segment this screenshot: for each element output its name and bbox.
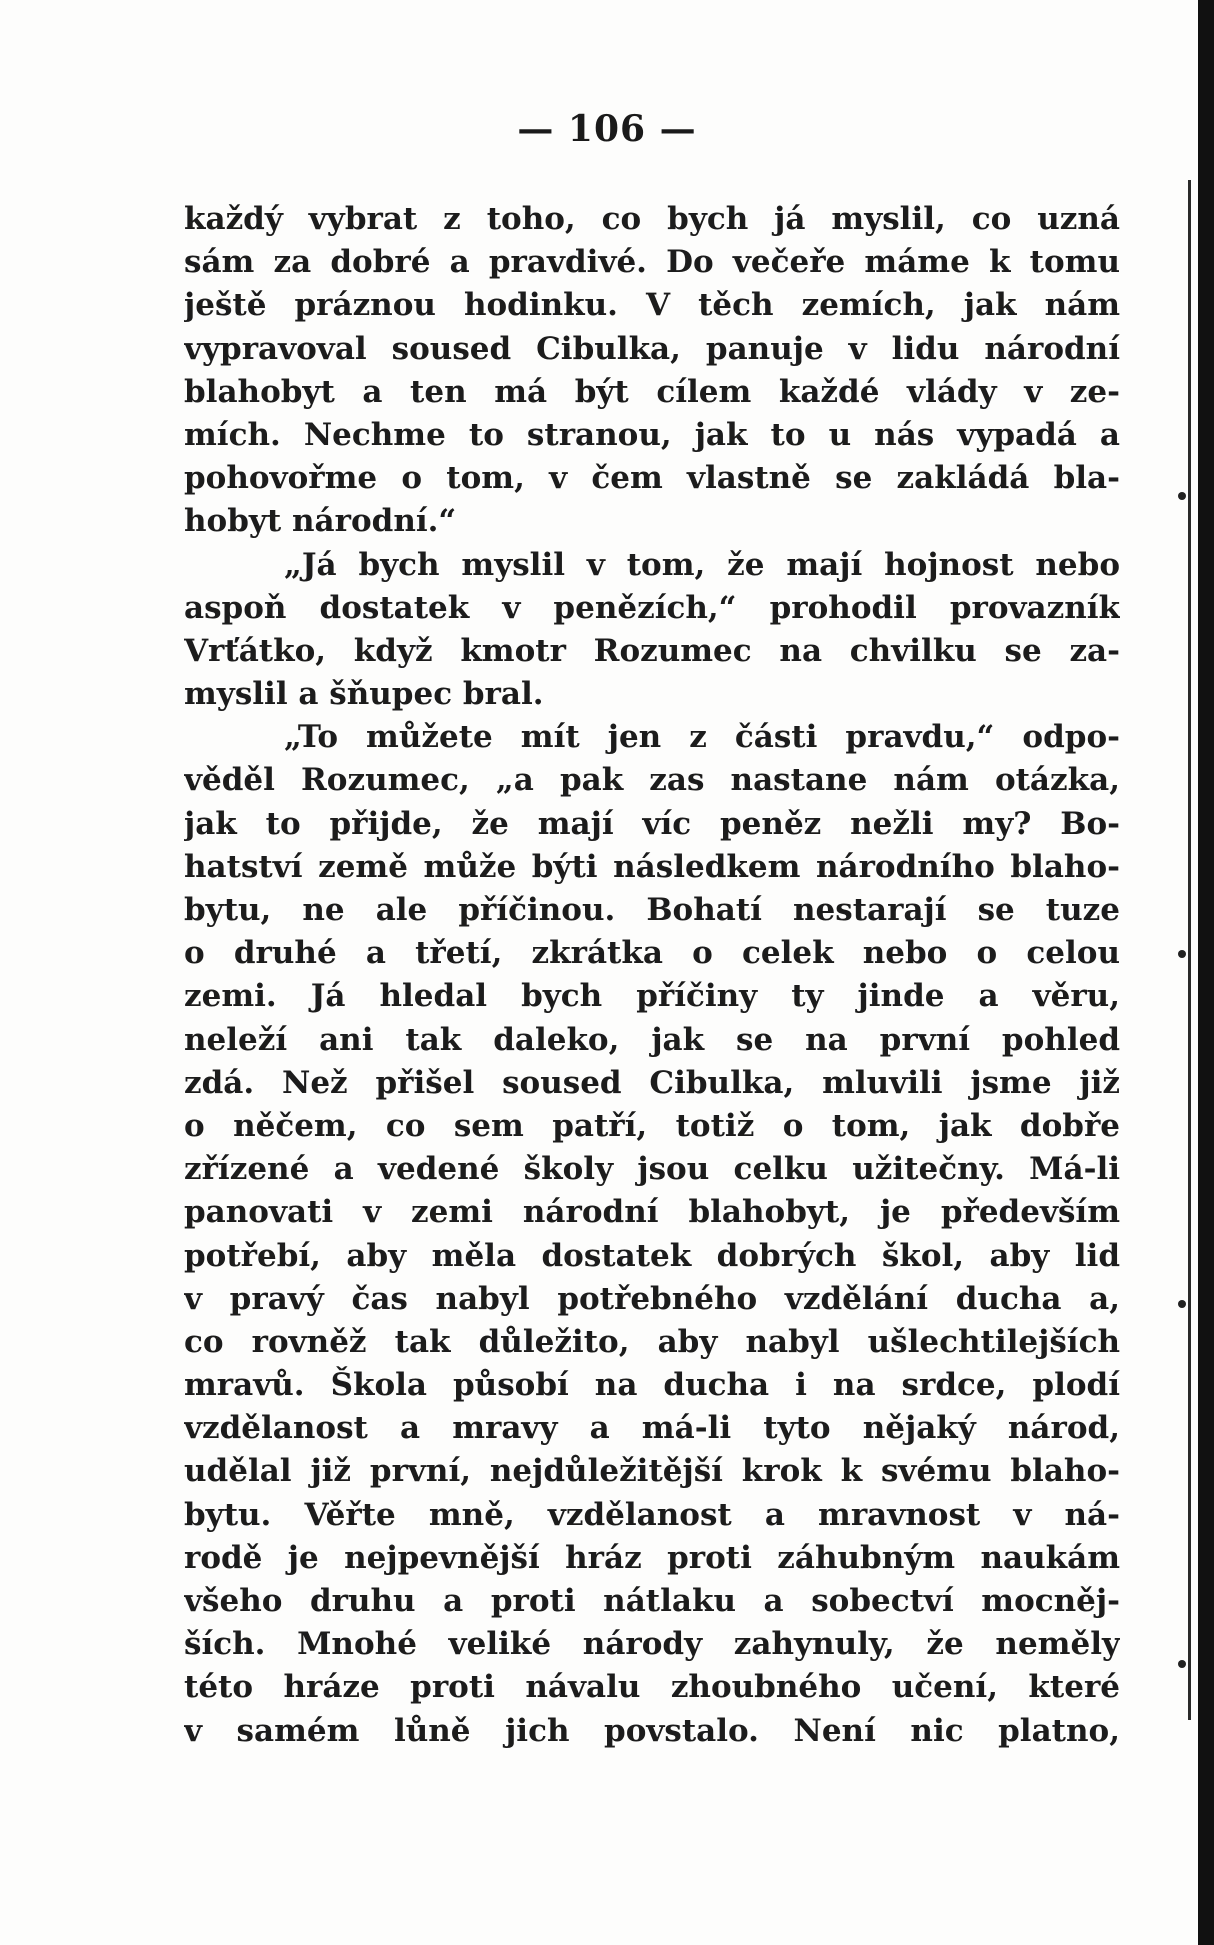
text-line: bytu, ne ale příčinou. Bohatí nestarají se tuze: [184, 892, 1120, 928]
page-number: — 106 —: [517, 108, 697, 150]
text-line: všeho druhu a proti nátlaku a sobectví mocněj-: [184, 1583, 1120, 1619]
text-line: o druhé a třetí, zkrátka o celek nebo o celou: [184, 935, 1120, 972]
margin-dot: [1178, 1660, 1186, 1668]
text-line: panovati v zemi národní blahobyt, je především: [184, 1194, 1120, 1231]
text-line: hobyt národní.“: [184, 503, 457, 540]
text-line: v pravý čas nabyl potřebného vzdělání ducha a,: [184, 1280, 1120, 1317]
text-line: každý vybrat z toho, co bych já myslil, co uzná: [184, 201, 1120, 237]
margin-dot: [1178, 492, 1186, 500]
page-edge-line: [1188, 180, 1191, 1720]
margin-dot: [1178, 950, 1186, 958]
text-line: potřebí, aby měla dostatek dobrých škol, aby lid: [184, 1237, 1120, 1274]
text-line: co rovněž tak důležito, aby nabyl ušlechtilejších: [184, 1323, 1120, 1360]
text-line: „Já bych myslil v tom, že mají hojnost nebo: [284, 546, 1120, 583]
text-line: této hráze proti návalu zhoubného učení, které: [184, 1669, 1120, 1706]
text-line: vypravoval soused Cibulka, panuje v lidu národní: [184, 330, 1120, 367]
text-line: bytu. Věřte mně, vzdělanost a mravnost v ná-: [184, 1496, 1120, 1533]
text-line: mravů. Škola působí na ducha i na srdce, plodí: [184, 1367, 1120, 1404]
text-line: vzdělanost a mravy a má-li tyto nějaký národ,: [184, 1410, 1120, 1447]
text-line: o něčem, co sem patří, totiž o tom, jak dobře: [184, 1107, 1120, 1144]
margin-dot: [1178, 1300, 1186, 1308]
text-line: zdá. Než přišel soused Cibulka, mluvili jsme již: [184, 1064, 1120, 1101]
scan-edge: [1198, 0, 1214, 1945]
text-line: ještě práznou hodinku. V těch zemích, jak nám: [184, 287, 1120, 324]
text-line: zemi. Já hledal bych příčiny ty jinde a věru,: [184, 978, 1120, 1015]
text-line: jak to přijde, že mají víc peněz nežli my? Bo-: [184, 805, 1120, 842]
text-line: rodě je nejpevnější hráz proti záhubným naukám: [184, 1539, 1120, 1576]
body-text: [184, 198, 1120, 1753]
text-line: věděl Rozumec, „a pak zas nastane nám otázka,: [184, 762, 1120, 799]
text-line: ších. Mnohé veliké národy zahynuly, že neměly: [184, 1626, 1120, 1663]
text-line: pohovořme o tom, v čem vlastně se zakládá bla-: [184, 460, 1120, 497]
text-line: udělal již první, nejdůležitější krok k svému blaho-: [184, 1453, 1120, 1490]
text-line: sám za dobré a pravdivé. Do večeře máme k tomu: [184, 244, 1120, 281]
text-line: v samém lůně jich povstalo. Není nic platno,: [184, 1712, 1120, 1749]
text-line: hatství země může býti následkem národního blaho-: [184, 848, 1120, 885]
text-line: blahobyt a ten má být cílem každé vlády v ze-: [184, 373, 1120, 410]
text-line: Vrťátko, když kmotr Rozumec na chvilku se za-: [184, 632, 1120, 669]
text-line: mích. Nechme to stranou, jak to u nás vypadá a: [184, 416, 1120, 453]
text-line: myslil a šňupec bral.: [184, 676, 544, 713]
text-line: aspoň dostatek v penězích,“ prohodil provazník: [184, 589, 1120, 626]
text-line: zřízené a vedené školy jsou celku užitečny. Má-li: [184, 1151, 1120, 1188]
text-line: neleží ani tak daleko, jak se na první pohled: [184, 1021, 1120, 1058]
text-line: „To můžete mít jen z části pravdu,“ odpo-: [284, 719, 1120, 756]
